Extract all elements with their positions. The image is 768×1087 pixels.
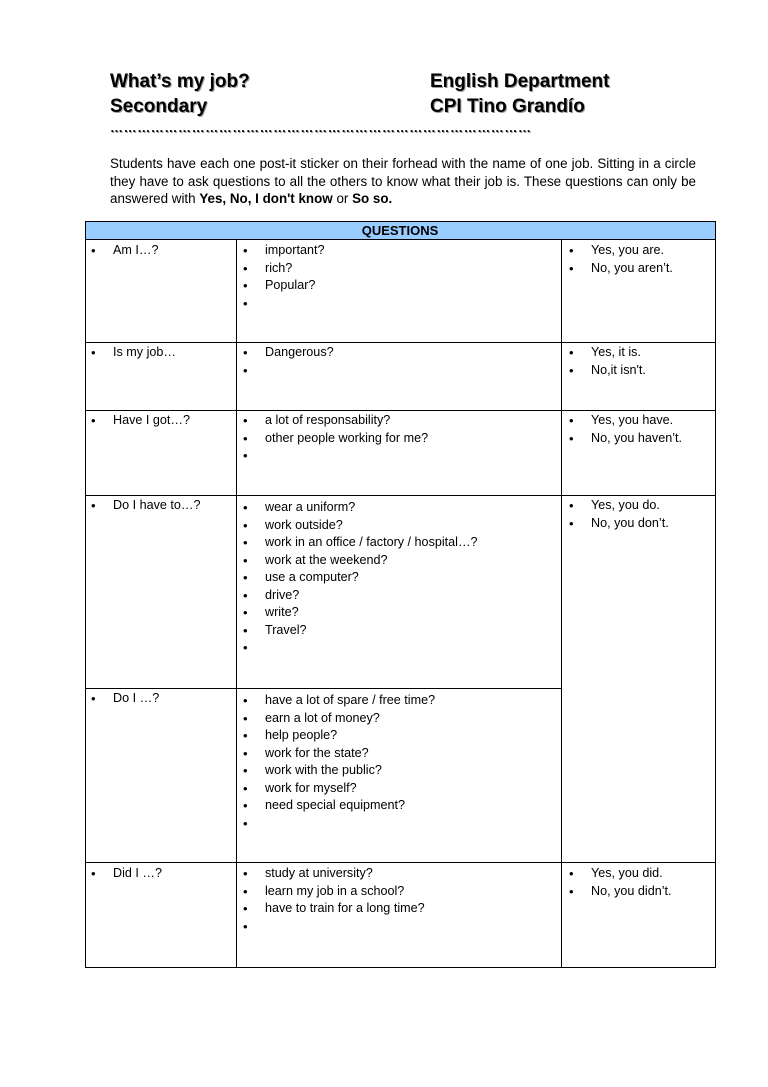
list-item <box>240 918 425 936</box>
list-item: • Travel? <box>240 622 478 640</box>
list-item: • Dangerous? <box>240 344 334 362</box>
worksheet-title: What’s my job? <box>110 71 250 92</box>
stem-cell <box>88 690 159 708</box>
list-item: • earn a lot of money? <box>240 710 435 728</box>
intro-text: Students have each one post-it sticker on their forhead with the name of one job. Sitting in a circle they have to ask questions to all the others to know what their job is. These questions can only be answered with <box>110 156 696 206</box>
column-rule <box>561 239 562 968</box>
items-cell <box>240 344 334 379</box>
list-item: • No, you didn’t. <box>566 883 672 901</box>
list-item: • important? <box>240 242 325 260</box>
row-rule <box>85 410 716 411</box>
header-right <box>430 69 609 119</box>
heading-bottom-rule <box>85 239 716 240</box>
list-item: • work outside? <box>240 517 478 535</box>
questions-heading: QUESTIONS <box>85 222 715 239</box>
list-item: • Yes, you do. <box>566 497 669 515</box>
header-left <box>110 69 250 119</box>
level-label: Secondary <box>110 96 208 117</box>
list-item: • work at the weekend? <box>240 552 478 570</box>
list-item: • work with the public? <box>240 762 435 780</box>
list-item <box>240 639 478 657</box>
list-item: • Yes, you have. <box>566 412 682 430</box>
list-item: • learn my job in a school? <box>240 883 425 901</box>
list-item: • write? <box>240 604 478 622</box>
answers-cell <box>566 242 673 277</box>
list-item: • Did I …? <box>88 865 162 883</box>
list-item: • have a lot of spare / free time? <box>240 692 435 710</box>
list-item: • Yes, you did. <box>566 865 672 883</box>
list-item: • Popular? <box>240 277 325 295</box>
row-rule <box>85 342 716 343</box>
list-item <box>240 447 428 465</box>
stem-cell <box>88 497 201 515</box>
column-rule <box>236 239 237 968</box>
intro-paragraph <box>110 155 696 208</box>
list-item: • Yes, you are. <box>566 242 673 260</box>
list-item: • Am I…? <box>88 242 159 260</box>
stem-cell <box>88 344 176 362</box>
list-item: • Is my job… <box>88 344 176 362</box>
row-rule <box>85 688 562 689</box>
list-item: • wear a uniform? <box>240 499 478 517</box>
intro-answers-bold: Yes, No, I don't know <box>199 191 333 206</box>
list-item <box>240 295 325 313</box>
items-cell <box>240 865 425 935</box>
list-item: • work for the state? <box>240 745 435 763</box>
table-bottom-border <box>85 967 716 968</box>
answers-cell <box>566 344 646 379</box>
stem-cell <box>88 865 162 883</box>
list-item: • No,it isn't. <box>566 362 646 380</box>
list-item: • work for myself? <box>240 780 435 798</box>
list-item: • drive? <box>240 587 478 605</box>
stem-cell <box>88 242 159 260</box>
table-right-border <box>715 221 716 968</box>
list-item: • other people working for me? <box>240 430 428 448</box>
list-item: • Do I …? <box>88 690 159 708</box>
answers-cell <box>566 865 672 900</box>
table-left-border <box>85 221 86 968</box>
list-item: • No, you haven’t. <box>566 430 682 448</box>
stem-cell <box>88 412 190 430</box>
items-cell <box>240 242 325 312</box>
list-item: • rich? <box>240 260 325 278</box>
row-rule <box>85 495 716 496</box>
list-item: • help people? <box>240 727 435 745</box>
row-rule <box>85 862 716 863</box>
dotted-divider: ………………………………………………………………………………… <box>110 121 532 135</box>
intro-so-so-bold: So so. <box>352 191 393 206</box>
items-cell <box>240 412 428 465</box>
list-item <box>240 815 435 833</box>
school-label: CPI Tino Grandío <box>430 96 585 117</box>
list-item: • No, you don’t. <box>566 515 669 533</box>
list-item: • Yes, it is. <box>566 344 646 362</box>
list-item: • No, you aren’t. <box>566 260 673 278</box>
answers-cell <box>566 497 669 532</box>
intro-or: or <box>332 191 353 206</box>
items-cell <box>240 692 435 832</box>
list-item: • have to train for a long time? <box>240 900 425 918</box>
list-item: • need special equipment? <box>240 797 435 815</box>
list-item: • Do I have to…? <box>88 497 201 515</box>
list-item <box>240 362 334 380</box>
items-cell <box>240 499 478 657</box>
list-item: • use a computer? <box>240 569 478 587</box>
list-item: • study at university? <box>240 865 425 883</box>
list-item: • Have I got…? <box>88 412 190 430</box>
table-top-border <box>85 221 716 222</box>
list-item: • a lot of responsability? <box>240 412 428 430</box>
department-label: English Department <box>430 71 610 92</box>
list-item: • work in an office / factory / hospital…? <box>240 534 478 552</box>
answers-cell <box>566 412 682 447</box>
